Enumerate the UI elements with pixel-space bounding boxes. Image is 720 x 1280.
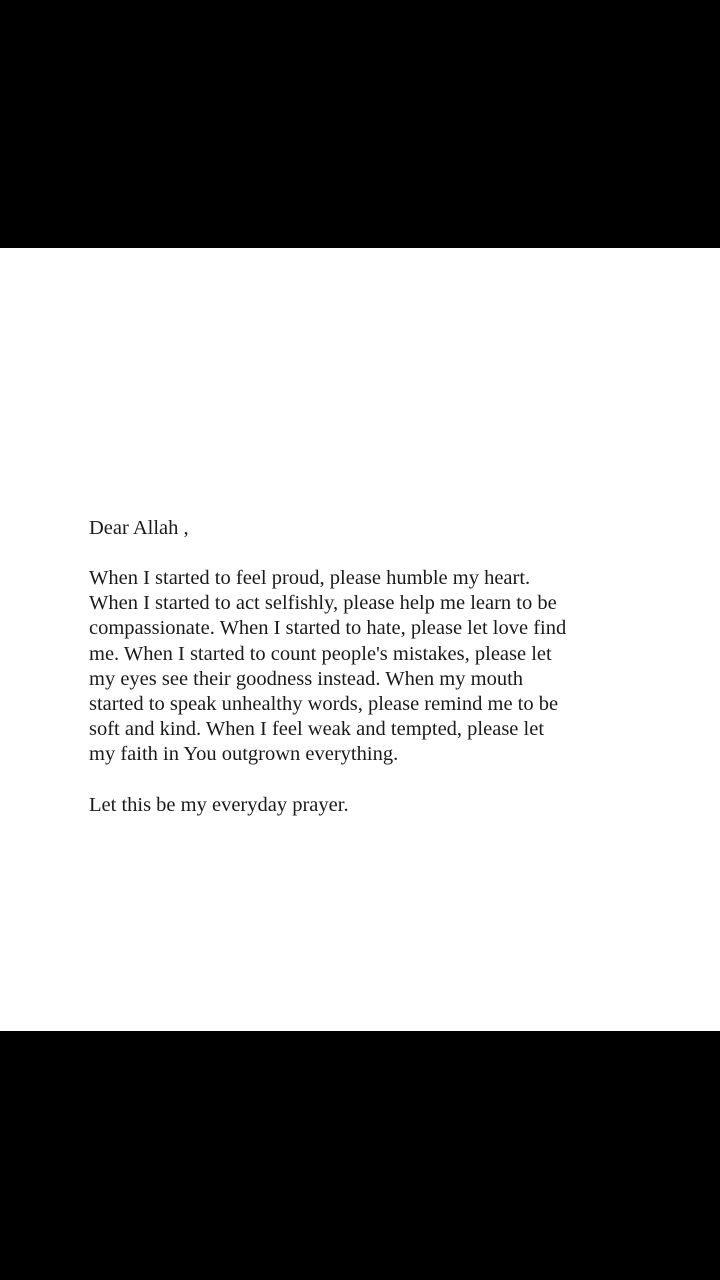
post-image <box>0 248 720 1031</box>
letter-text-block <box>89 516 649 818</box>
letter-body-line: When I started to feel proud, please humble my heart. <box>89 567 531 589</box>
letter-body-line: soft and kind. When I feel weak and tempted, please let <box>89 718 545 741</box>
letter-body-line: compassionate. When I started to hate, please let love find <box>89 617 567 640</box>
letter-body-line: me. When I started to count people's mistakes, please let <box>89 642 552 665</box>
letter-body-line: started to speak unhealthy words, please remind me to be <box>89 693 559 716</box>
letter-closing: Let this be my everyday prayer. <box>89 793 349 816</box>
letter-body-line: my eyes see their goodness instead. When my mouth <box>89 667 524 690</box>
letterbox-top <box>0 0 720 248</box>
letterbox-bottom <box>0 1031 720 1280</box>
letter-body <box>89 566 649 768</box>
letter-body-line: When I started to act selfishly, please help me learn to be <box>89 592 557 615</box>
letter-body-line: my faith in You outgrown everything. <box>89 743 399 766</box>
letter-greeting: Dear Allah , <box>89 517 189 539</box>
